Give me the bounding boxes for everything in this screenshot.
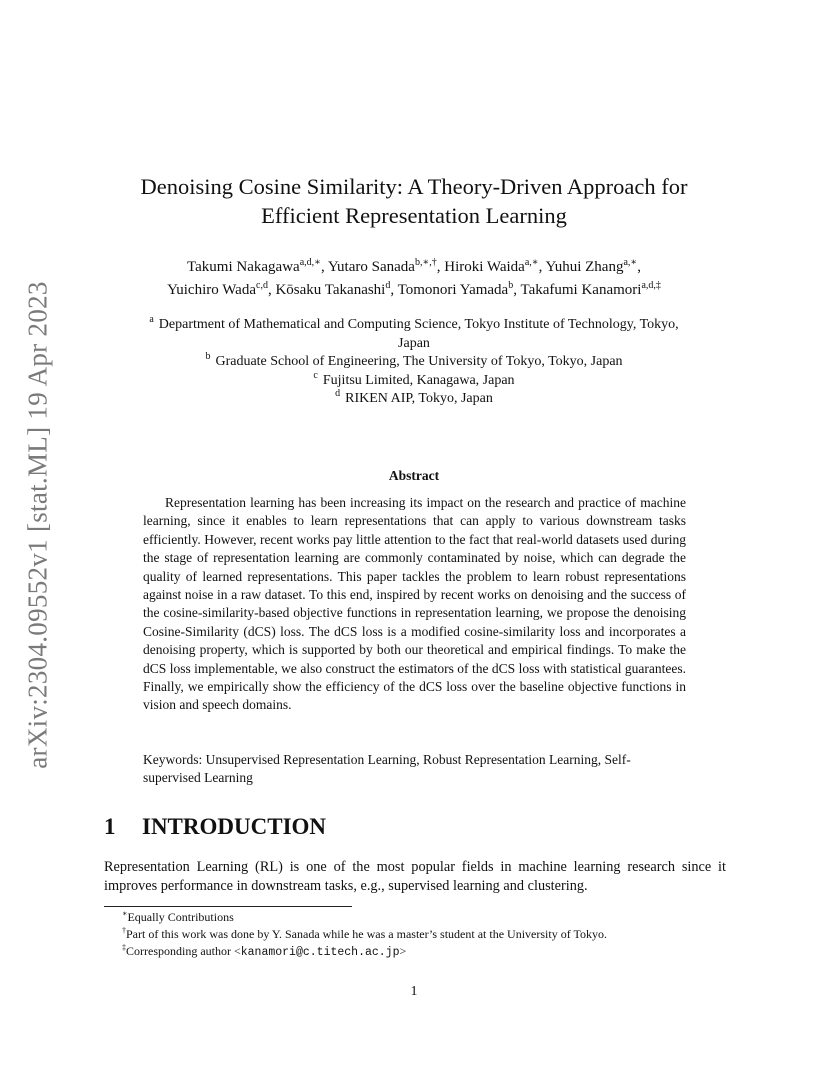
author-separator: , [637, 259, 641, 275]
arxiv-sidebar [0, 0, 76, 1072]
footnote-text: Corresponding author < [126, 944, 241, 958]
author-separator: , [538, 259, 546, 275]
paper-title [100, 172, 728, 230]
footnote-mark: ‡ [122, 943, 126, 952]
author-name: Yuichiro Wada [167, 282, 256, 298]
title-line: Efficient Representation Learning [261, 203, 567, 228]
author-name: Tomonori Yamada [397, 282, 509, 298]
affiliation [100, 353, 728, 372]
affiliation-mark: a [149, 314, 154, 326]
affiliation-marks: b [508, 280, 514, 291]
affiliation-text: Department of Mathematical and Computing Science, Tokyo Institute of Technology, Tokyo, [158, 317, 679, 332]
author-line [100, 279, 728, 302]
author-name: Kōsaku Takanashi [275, 282, 386, 298]
abstract-text: Representation learning has been increasing its impact on the research and practice of machine learning, since it enables to learn representations that can apply to various downstream tasks efficiently. However, recent works pay little attention to the fact that real-world datasets used during the stage of representation learning are commonly contaminated by noise, which can degrade the quality of learned representations. This paper tackles the problem to learn robust representations against noise in a raw dataset. To this end, inspired by recent works on denoising and the success of the cosine-similarity-based objective functions in representation learning, we propose the denoising Cosine-Similarity (dCS) loss. The dCS loss is a modified cosine-similarity loss and incorporates a denoising property, which is supported by both our theoretical and empirical findings. To make the dCS loss implementable, we also construct the estimators of the dCS loss with statistical guarantees. Finally, we empirically show the efficiency of the dCS loss over the baseline objective functions in vision and speech domains. [143, 495, 686, 713]
author-line [100, 256, 728, 279]
section-heading [104, 814, 326, 840]
author-name: Yutaro Sanada [327, 259, 415, 275]
arxiv-identifier: arXiv:2304.09552v1 [stat.ML] 19 Apr 2023 [22, 281, 53, 769]
author-separator: , [436, 259, 445, 275]
keywords [143, 751, 686, 788]
intro-paragraph: Representation Learning (RL) is one of the most popular fields in machine learning research since it improves performance in downstream tasks, e.g., supervised learning and clustering. [104, 859, 726, 894]
keywords-label: Keywords: [143, 752, 203, 767]
author-separator: , [390, 282, 398, 298]
affiliation-mark: c [313, 369, 318, 381]
affiliation-text: RIKEN AIP, Tokyo, Japan [345, 391, 493, 406]
affiliation-mark: d [335, 388, 341, 400]
footnote-text: Equally Contributions [127, 910, 234, 924]
author-name: Yuhui Zhang [545, 259, 624, 275]
affiliation-text: Graduate School of Engineering, The University of Tokyo, Tokyo, Japan [215, 354, 623, 369]
footnote [122, 943, 730, 961]
footnote-text: Part of this work was done by Y. Sanada while he was a master’s student at the University of Tokyo. [126, 927, 607, 941]
affiliation-text: Japan [398, 335, 430, 351]
affiliation-marks: c,d [256, 280, 268, 291]
affiliation-text: Fujitsu Limited, Kanagawa, Japan [322, 372, 515, 388]
author-name: Hiroki Waida [444, 259, 525, 275]
keywords-text: Unsupervised Representation Learning, Robust Representation Learning, Self-supervised Learning [143, 752, 631, 786]
affiliation [100, 369, 728, 391]
affiliation-marks: a,d,∗ [299, 257, 321, 268]
title-line: Denoising Cosine Similarity: A Theory-Driven Approach for [140, 174, 688, 199]
author-separator: , [320, 259, 328, 275]
page-number: 1 [410, 984, 418, 999]
section-number: 1 [104, 814, 116, 839]
section-title: INTRODUCTION [142, 814, 327, 839]
affiliation [100, 390, 728, 409]
affiliation-mark: b [205, 351, 211, 363]
author-separator: , [513, 282, 521, 298]
footnote [122, 926, 730, 943]
author-name: Takafumi Kanamori [520, 282, 642, 298]
footnote-mark: ∗ [122, 909, 128, 918]
affiliation-marks: a,∗ [623, 257, 638, 268]
footnote-rule [104, 906, 352, 907]
author-email-link[interactable]: kanamori@c.titech.ac.jp [240, 946, 400, 959]
author-name: Takumi Nakagawa [187, 259, 300, 275]
footnote [122, 909, 730, 926]
author-separator: , [267, 282, 276, 298]
affiliation-marks: d [385, 280, 391, 291]
footnotes [122, 909, 730, 961]
footnote-text-tail: > [399, 944, 407, 958]
affiliation [100, 335, 728, 354]
affiliation-list [100, 316, 728, 409]
affiliation-marks: a,∗ [524, 257, 539, 268]
footnote-mark: † [122, 926, 126, 935]
author-list [100, 256, 728, 302]
affiliation-marks: a,d,‡ [641, 280, 661, 291]
abstract-heading: Abstract [388, 468, 440, 483]
affiliation-marks: b,∗,† [414, 257, 437, 268]
affiliation [100, 316, 728, 335]
